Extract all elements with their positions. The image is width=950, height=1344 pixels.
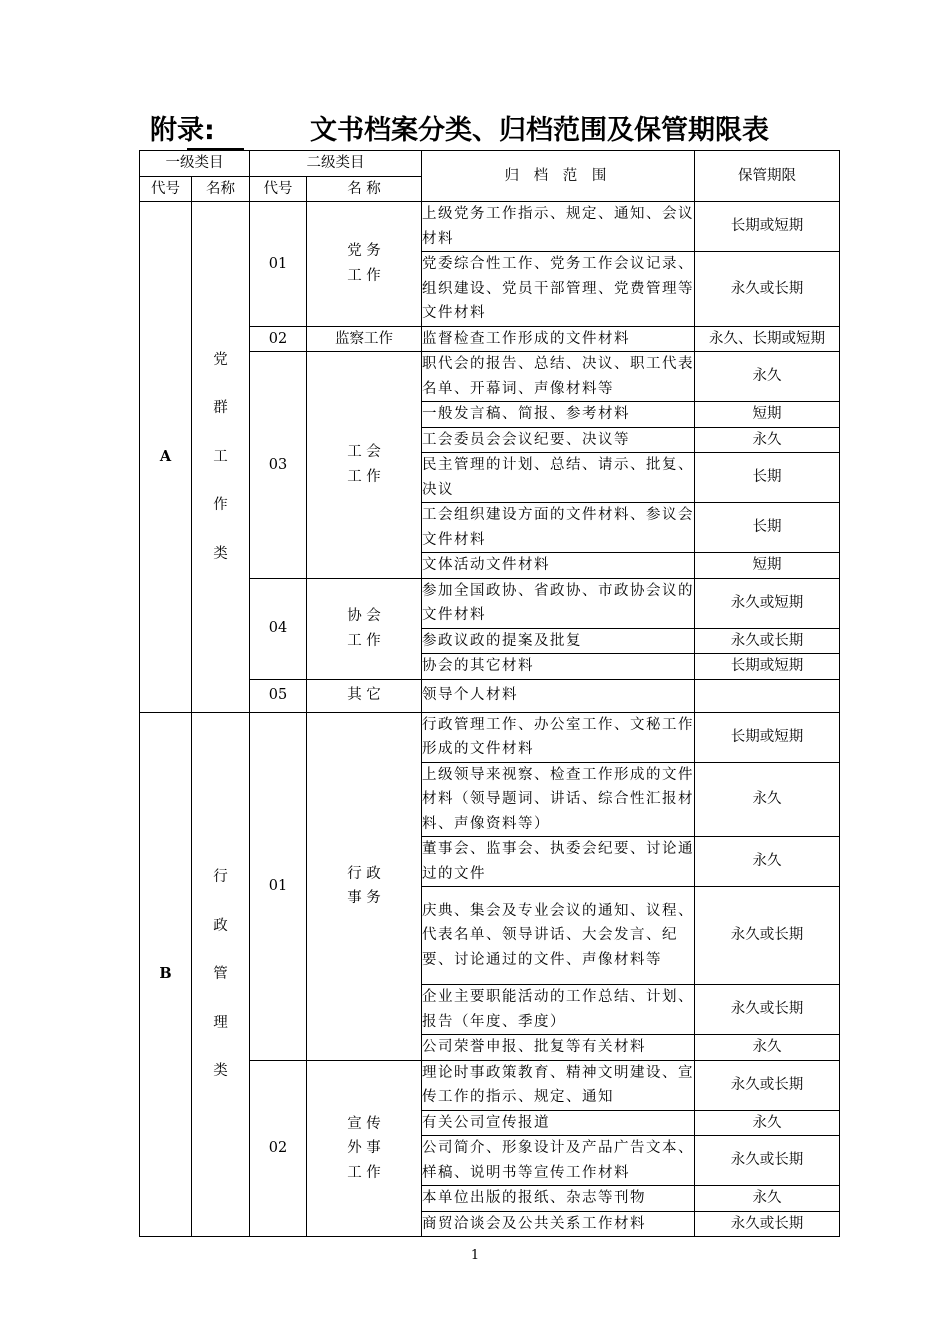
period-cell: 长期或短期 [695,712,840,762]
period-cell: 永久或长期 [695,252,840,327]
scope-cell: 有关公司宣传报道 [422,1110,695,1136]
period-cell: 永久 [695,1186,840,1212]
scope-cell: 领导个人材料 [422,679,695,712]
subcategory-name: 监察工作 [307,326,422,352]
period-cell: 永久、长期或短期 [695,326,840,352]
period-cell: 长期或短期 [695,202,840,252]
category-code: A [140,202,192,713]
period-cell: 永久 [695,352,840,402]
period-cell: 永久或长期 [695,1136,840,1186]
period-cell [695,679,840,712]
period-cell: 长期 [695,453,840,503]
scope-cell: 参加全国政协、省政协、市政协会议的文件材料 [422,578,695,628]
subcategory-name: 行 政 事 务 [307,712,422,1060]
header-code: 代号 [140,176,192,202]
page-number: 1 [470,1248,480,1263]
period-cell: 永久 [695,1110,840,1136]
period-cell: 永久或短期 [695,578,840,628]
scope-cell: 党委综合性工作、党务工作会议记录、组织建设、党员干部管理、党费管理等文件材料 [422,252,695,327]
period-cell: 长期 [695,503,840,553]
subcategory-name: 工 会 工 作 [307,352,422,579]
period-cell: 短期 [695,402,840,428]
title-main: 文书档案分类、归档范围及保管期限表 [310,115,769,146]
scope-cell: 工会组织建设方面的文件材料、参议会文件材料 [422,503,695,553]
scope-cell: 工会委员会会议纪要、决议等 [422,427,695,453]
scope-cell: 监督检查工作形成的文件材料 [422,326,695,352]
scope-cell: 上级党务工作指示、规定、通知、会议材料 [422,202,695,252]
period-cell: 永久或长期 [695,985,840,1035]
header-level1: 一级类目 [140,151,250,177]
archive-classification-table [139,150,840,1237]
subcategory-name: 其 它 [307,679,422,712]
scope-cell: 商贸洽谈会及公共关系工作材料 [422,1211,695,1237]
subcategory-code: 01 [250,712,307,1060]
category-name-text: 行 政 管 理 类 [213,869,228,1079]
subcategory-name: 协 会 工 作 [307,578,422,679]
period-cell: 永久或长期 [695,1060,840,1110]
scope-cell: 职代会的报告、总结、决议、职工代表名单、开幕词、声像材料等 [422,352,695,402]
scope-cell: 本单位出版的报纸、杂志等刊物 [422,1186,695,1212]
category-name [192,202,250,713]
subcategory-code: 03 [250,352,307,579]
scope-cell: 理论时事政策教育、精神文明建设、宣传工作的指示、规定、通知 [422,1060,695,1110]
scope-cell: 公司简介、形象设计及产品广告文本、样稿、说明书等宣传工作材料 [422,1136,695,1186]
period-cell: 永久 [695,427,840,453]
period-cell: 永久 [695,1035,840,1061]
subcategory-name: 宣 传 外 事 工 作 [307,1060,422,1237]
header-name: 名称 [192,176,250,202]
period-cell: 长期或短期 [695,654,840,680]
period-cell: 永久 [695,837,840,887]
scope-cell: 一般发言稿、简报、参考材料 [422,402,695,428]
subcategory-code: 01 [250,202,307,327]
scope-cell: 文体活动文件材料 [422,553,695,579]
scope-cell: 企业主要职能活动的工作总结、计划、报告（年度、季度） [422,985,695,1035]
subcategory-name: 党 务 工 作 [307,202,422,327]
period-cell: 永久 [695,762,840,837]
scope-cell: 协会的其它材料 [422,654,695,680]
scope-cell: 董事会、监事会、执委会纪要、讨论通过的文件 [422,837,695,887]
header-code2: 代号 [250,176,307,202]
header-period: 保管期限 [695,151,840,202]
period-cell: 永久或长期 [695,887,840,985]
subcategory-code: 02 [250,326,307,352]
title-prefix: 附录: [150,115,215,146]
subcategory-code: 05 [250,679,307,712]
scope-cell: 公司荣誉申报、批复等有关材料 [422,1035,695,1061]
category-code: B [140,712,192,1237]
category-name-text: 党 群 工 作 类 [213,351,228,562]
period-cell: 短期 [695,553,840,579]
period-cell: 永久或长期 [695,628,840,654]
scope-cell: 参政议政的提案及批复 [422,628,695,654]
scope-cell: 庆典、集会及专业会议的通知、议程、代表名单、领导讲话、大会发言、纪要、讨论通过的文件、声像材料等 [422,887,695,985]
subcategory-code: 04 [250,578,307,679]
category-name [192,712,250,1237]
scope-cell: 行政管理工作、办公室工作、文秘工作形成的文件材料 [422,712,695,762]
scope-cell: 上级领导来视察、检查工作形成的文件材料（领导题词、讲话、综合性汇报材料、声像资料等） [422,762,695,837]
scope-cell: 民主管理的计划、总结、请示、批复、决议 [422,453,695,503]
subcategory-code: 02 [250,1060,307,1237]
header-name2: 名 称 [307,176,422,202]
header-level2: 二级类目 [250,151,422,177]
period-cell: 永久或长期 [695,1211,840,1237]
header-scope: 归 档 范 围 [422,151,695,202]
